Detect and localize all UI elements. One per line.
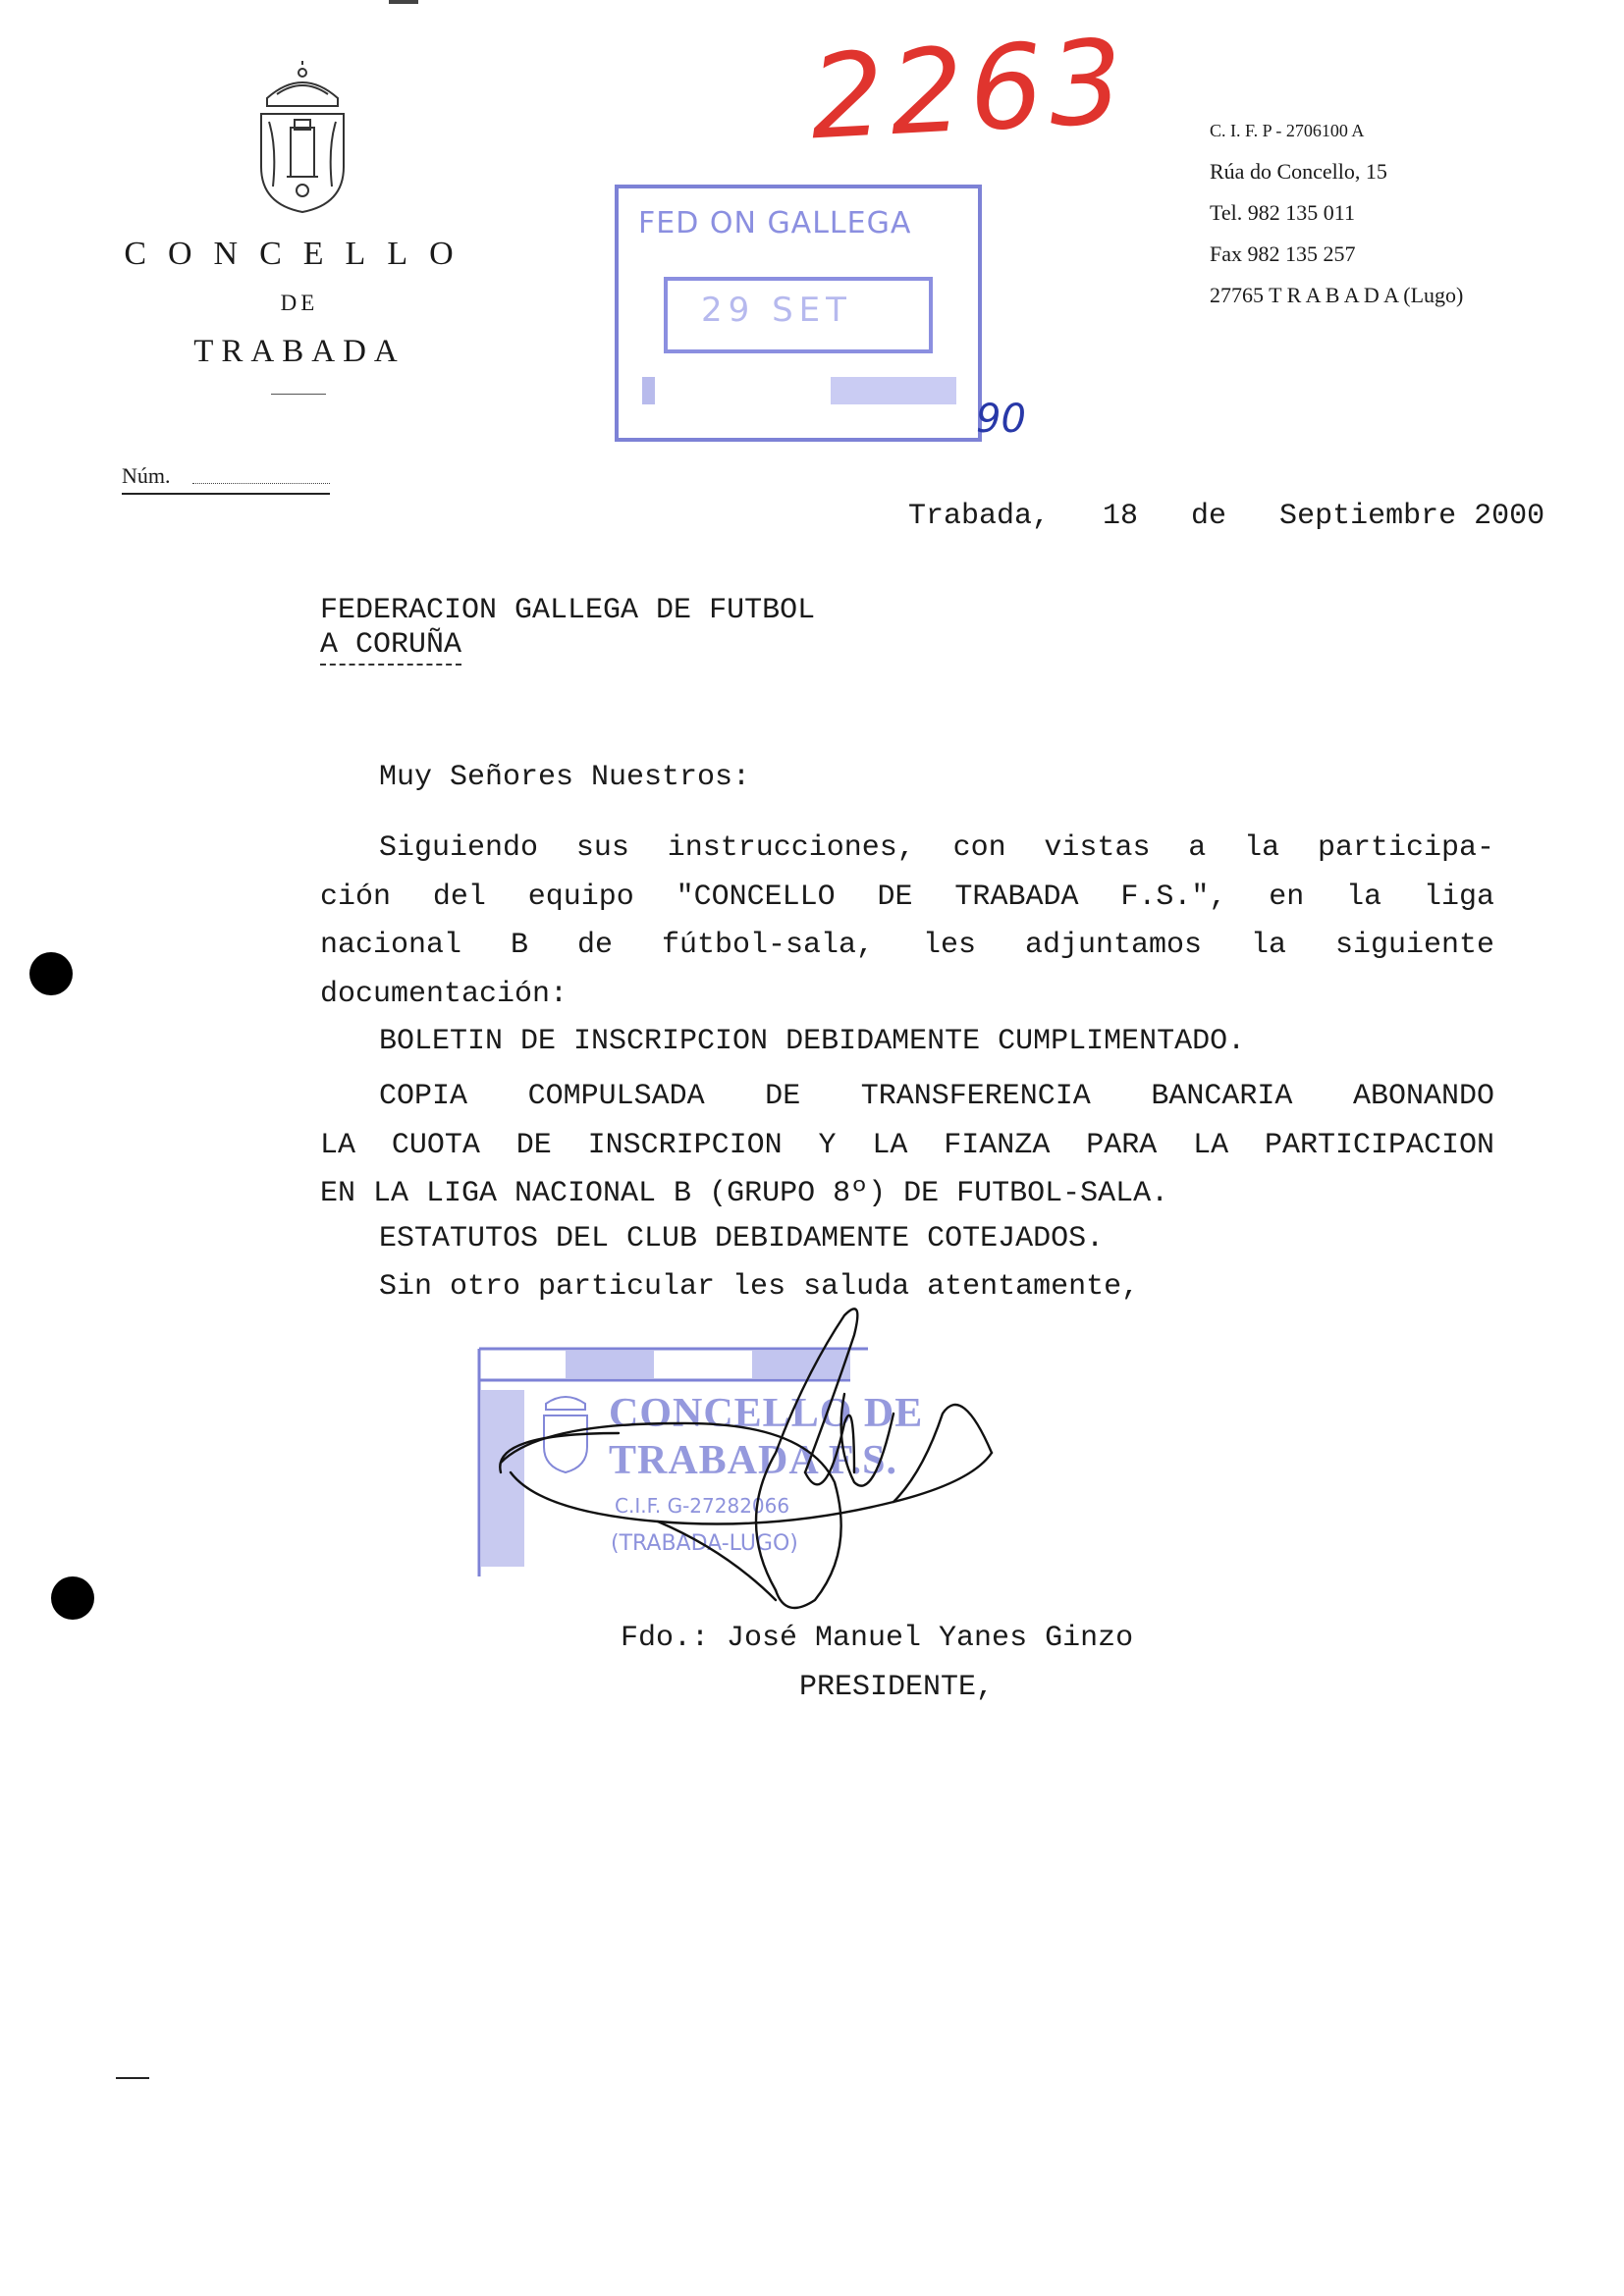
org-name-line3: TRABADA	[193, 334, 406, 369]
received-stamp-footer	[642, 377, 956, 404]
enclosure-line: LA CUOTA DE INSCRIPCION Y LA FIANZA PARA LA PARTICIPACION	[320, 1128, 1494, 1162]
club-stamp-cif: C.I.F. G-27282066	[615, 1494, 790, 1518]
received-stamp-handwritten-mark: 90	[976, 397, 1026, 442]
enclosure-line: COPIA COMPULSADA DE TRANSFERENCIA BANCARIA ABONANDO	[379, 1080, 1494, 1113]
received-stamp-date: 29 SET	[701, 291, 852, 330]
municipal-crest-icon	[247, 59, 357, 216]
paragraph-line: Siguiendo sus instrucciones, con vistas a la participa-	[379, 831, 1494, 865]
reference-number-field	[192, 483, 330, 484]
enclosure-item-2	[320, 1073, 1494, 1219]
handwritten-registry-number: 2263	[806, 13, 1132, 166]
enclosure-line: EN LA LIGA NACIONAL B (GRUPO 8º) DE FUTBOL-SALA.	[320, 1177, 1169, 1210]
enclosure-item-3: ESTATUTOS DEL CLUB DEBIDAMENTE COTEJADOS.	[379, 1222, 1105, 1255]
body-paragraph	[320, 825, 1494, 1019]
recipient-name: FEDERACION GALLEGA DE FUTBOL	[320, 594, 816, 627]
paragraph-line: documentación:	[320, 977, 568, 1011]
contact-city: 27765 T R A B A D A (Lugo)	[1210, 283, 1464, 307]
contact-block	[1210, 110, 1463, 316]
contact-cif: C. I. F. P - 2706100 A	[1210, 121, 1365, 140]
scan-mark	[389, 0, 418, 4]
closing: Sin otro particular les saluda atentamente,	[379, 1270, 1140, 1304]
club-stamp-place: (TRABADA-LUGO)	[611, 1531, 798, 1556]
salutation: Muy Señores Nuestros:	[379, 761, 751, 794]
reference-number-label: Núm.	[122, 463, 171, 488]
club-stamp-name-line1: CONCELLO DE	[609, 1391, 924, 1436]
club-stamp-name-line2: TRABADA F.S.	[609, 1438, 898, 1483]
received-stamp-text: FED ON GALLEGA	[638, 206, 912, 240]
org-name-line1: CONCELLO	[124, 236, 475, 272]
punch-hole	[29, 952, 73, 995]
paragraph-line: nacional B de fútbol-sala, les adjuntamos la siguiente	[320, 929, 1494, 962]
signer-name: Fdo.: José Manuel Yanes Ginzo	[621, 1622, 1134, 1655]
org-name-line2: DE	[280, 291, 319, 315]
contact-tel: Tel. 982 135 011	[1210, 200, 1355, 225]
reference-underline	[122, 493, 330, 495]
org-divider	[271, 394, 326, 395]
handwritten-signature	[481, 1276, 1070, 1629]
fold-mark	[116, 2077, 149, 2079]
signer-role: PRESIDENTE,	[799, 1671, 995, 1704]
contact-fax: Fax 982 135 257	[1210, 241, 1356, 266]
punch-hole	[51, 1576, 94, 1620]
letter-date: Trabada, 18 de Septiembre 2000	[908, 500, 1545, 533]
paragraph-line: ción del equipo "CONCELLO DE TRABADA F.S.", en la liga	[320, 880, 1494, 914]
enclosure-item-1: BOLETIN DE INSCRIPCION DEBIDAMENTE CUMPLIMENTADO.	[379, 1025, 1246, 1058]
contact-address: Rúa do Concello, 15	[1210, 159, 1387, 184]
recipient-city: A CORUÑA	[320, 628, 461, 666]
